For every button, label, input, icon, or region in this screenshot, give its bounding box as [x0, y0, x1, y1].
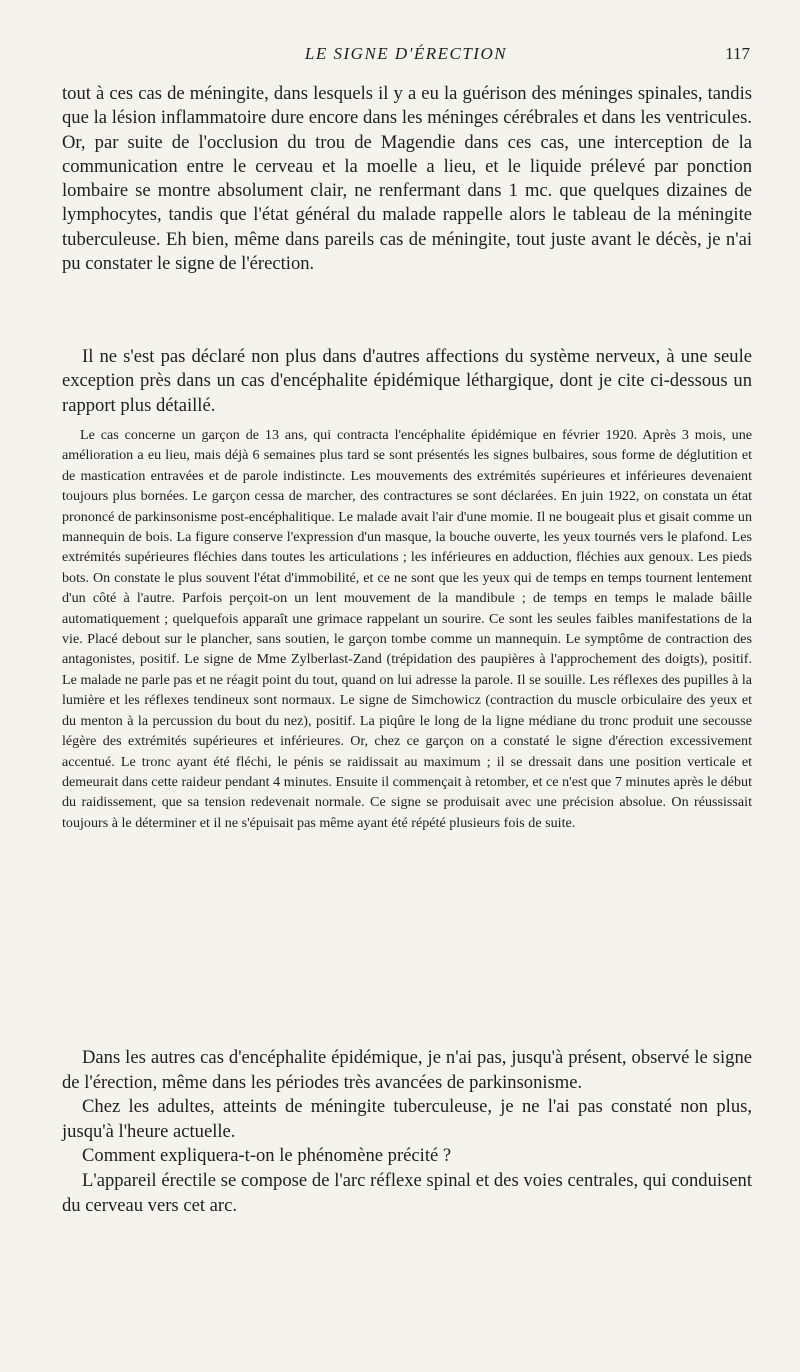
- running-title: LE SIGNE D'ÉRECTION: [304, 44, 508, 63]
- closing-paragraph-4: L'appareil érectile se compose de l'arc réflexe spinal et des voies centrales, qui conduisent du cerveau vers cet arc.: [62, 1169, 752, 1216]
- case-observation: [62, 425, 752, 833]
- body-paragraph-1: [62, 82, 752, 276]
- observation-text: Le cas concerne un garçon de 13 ans, qui contracta l'encéphalite épidémique en février 1920. Après 3 mois, une amélioration a eu lieu, mais déjà 6 semaines plus tard se sont présentés les signes bulbaires, sous forme de déglutition et de mastication entravées et de parole indistincte. Les mouvements des extrémités supérieures et inférieures devenaient toujours plus bornées. Le garçon cessa de marcher, des contractures se sont déclarées. En juin 1922, on constata un état prononcé de parkinsonisme post-encéphalitique. Le malade avait l'air d'une momie. Il ne bougeait plus et gisait comme un mannequin de bois. La figure conserve l'expression d'un masque, la bouche ouverte, les yeux tournés vers le plafond. Les extrémités supérieures fléchies dans toutes les articulations ; les inférieures en adduction, fléchies aux genoux. Les pieds bots. On constate le plus souvent l'état d'immobilité, et ce ne sont que les yeux qui de temps en temps tournent lentement d'un côté à l'autre. Parfois perçoit-on un lent mouvement de la mandibule ; de temps en temps le malade bâille automatiquement ; quelquefois apparaît une grimace rappelant un sourire. Ce sont les seules faibles manifestations de la vie. Placé debout sur le plancher, sans soutien, le garçon tombe comme un mannequin. Le symptôme de contraction des antagonistes, positif. Le signe de Mme Zylberlast-Zand (trépidation des paupières à l'approchement des doigts), positif. Le malade ne parle pas et ne réagit point du tout, quand on lui adresse la parole. Il se souille. Les réflexes des pupilles à la lumière et les réflexes tendineux sont normaux. Le signe de Simchowicz (contraction du muscle orbiculaire des yeux et du menton à la percussion du bout du nez), positif. La piqûre le long de la ligne médiane du tronc produit une secousse légère des extrémités supérieures et inférieures. Or, chez ce garçon on a constaté le signe d'érection excessivement accentué. Le tronc ayant été fléchi, le pénis se raidissait au maximum ; il se dressait dans une position verticale et demeurait dans cette raideur pendant 4 minutes. Ensuite il commençait à retomber, et ce n'est que 7 minutes après le début du raidissement, que sa tension redevenait normale. Ce signe se produisait avec une précision absolue. On réussissait toujours à le déterminer et il ne s'épuisait pas même ayant été répété plusieurs fois de suite.: [62, 427, 752, 831]
- paragraph-text: tout à ces cas de méningite, dans lesquels il y a eu la guérison des méninges spinales, tandis que la lésion inflammatoire dure encore dans les méninges cérébrales et dans les ventricules. Or, par suite de l'occlusion du trou de Magendie dans ces cas, une interception de la communication entre le cerveau et la moelle a lieu, et le liquide prélevé par ponction lombaire se montre absolument clair, ne renfermant dans 1 mc. que quelques dizaines de lymphocytes, tandis que l'état général du malade rappelle alors le tableau de la méningite tuberculeuse. Eh bien, même dans pareils cas de méningite, tout juste avant le décès, je n'ai pu constater le signe de l'érection.: [62, 83, 752, 275]
- closing-paragraph-1: Dans les autres cas d'encéphalite épidémique, je n'ai pas, jusqu'à présent, observé le signe de l'érection, même dans les périodes très avancées de parkinsonisme.: [62, 1047, 752, 1093]
- body-paragraph-2: [62, 345, 752, 418]
- paragraph-text: Il ne s'est pas déclaré non plus dans d'autres affections du système nerveux, à une seule exception près dans un cas d'encéphalite épidémique léthargique, dont je cite ci-dessous un rapport plus détaillé.: [62, 346, 752, 416]
- closing-paragraph-2: Chez les adultes, atteints de méningite tuberculeuse, je ne l'ai pas constaté non plus, jusqu'à l'heure actuelle.: [62, 1096, 752, 1142]
- closing-paragraphs: [62, 1046, 752, 1218]
- closing-paragraph-3: Comment expliquera-t-on le phénomène précité ?: [82, 1145, 452, 1167]
- page-number: 117: [725, 44, 750, 63]
- page-header: [62, 44, 750, 70]
